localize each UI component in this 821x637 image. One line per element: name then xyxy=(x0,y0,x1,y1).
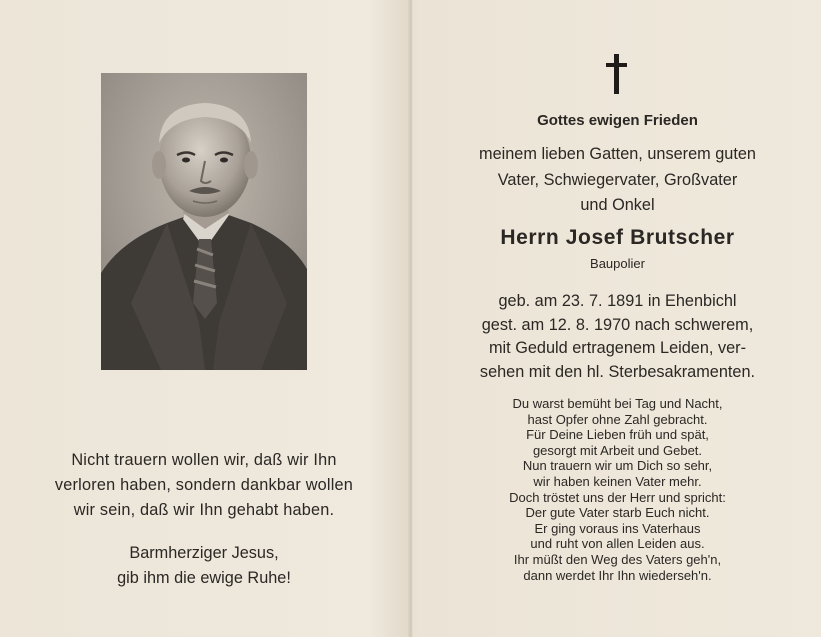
date-line: gest. am 12. 8. 1970 nach schwerem, xyxy=(481,315,754,334)
left-panel xyxy=(0,0,408,637)
poem-line: Für Deine Lieben früh und spät, xyxy=(526,427,709,443)
poem-line: und ruht von allen Leiden aus. xyxy=(530,536,705,552)
poem-line: Der gute Vater starb Euch nicht. xyxy=(525,505,710,521)
poem-line: gesorgt mit Arbeit und Gebet. xyxy=(532,442,703,458)
heading: Gottes ewigen Frieden xyxy=(537,112,698,129)
prayer-line: Barmherziger Jesus, xyxy=(129,544,279,562)
latin-cross-icon xyxy=(606,54,628,94)
right-panel xyxy=(414,0,821,637)
poem-line: Doch tröstet uns der Herr und spricht: xyxy=(509,489,726,505)
poem-line: hast Opfer ohne Zahl gebracht. xyxy=(527,411,708,427)
verse-line: Nicht trauern wollen wir, daß wir Ihn xyxy=(71,451,337,469)
life-dates xyxy=(414,290,821,384)
poem-line: Du warst bemüht bei Tag und Nacht, xyxy=(512,396,723,411)
verse-line: wir sein, daß wir Ihn gehabt haben. xyxy=(73,501,335,519)
dedication-text xyxy=(414,142,821,219)
poem-line: dann werdet Ihr Ihn wiederseh'n. xyxy=(523,567,712,583)
poem-line: Nun trauern wir um Dich so sehr, xyxy=(522,458,713,474)
memorial-poem xyxy=(414,396,821,583)
prayer-line: gib ihm die ewige Ruhe! xyxy=(117,569,291,587)
dedication-line: meinem lieben Gatten, unserem guten xyxy=(479,145,756,163)
occupation: Baupolier xyxy=(590,256,645,271)
verse-line: verloren haben, sondern dankbar wollen xyxy=(54,476,354,494)
date-line: geb. am 23. 7. 1891 in Ehenbichl xyxy=(498,292,737,310)
date-line: mit Geduld ertragenem Leiden, ver- xyxy=(488,339,746,357)
dedication-line: und Onkel xyxy=(580,196,655,214)
date-line: sehen mit den hl. Sterbesakramenten. xyxy=(479,362,756,381)
portrait-illustration xyxy=(101,73,307,370)
closing-prayer xyxy=(22,541,386,591)
dedication-line: Vater, Schwiegervater, Großvater xyxy=(497,170,738,189)
deceased-name: Herrn Josef Brutscher xyxy=(500,226,735,249)
consolation-verse xyxy=(22,448,386,523)
poem-line: Er ging voraus ins Vaterhaus xyxy=(534,520,701,536)
poem-line: wir haben keinen Vater mehr. xyxy=(533,473,702,489)
portrait-photo xyxy=(101,73,307,370)
poem-line: Ihr müßt den Weg des Vaters geh'n, xyxy=(513,551,722,567)
